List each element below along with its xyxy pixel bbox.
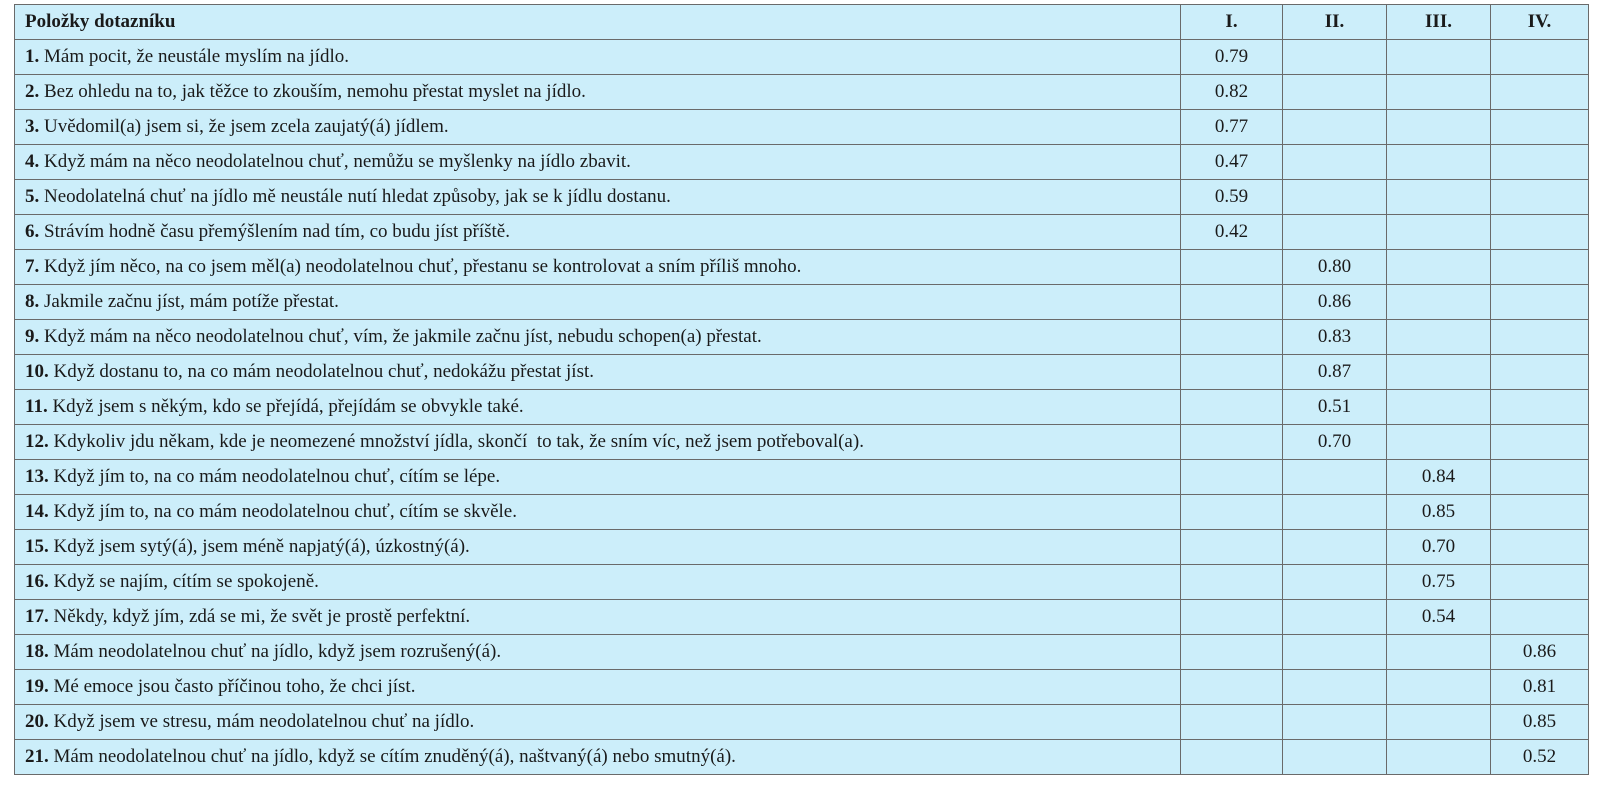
item-number: 8. <box>25 291 40 312</box>
factor-1-loading <box>1181 320 1283 355</box>
item-number: 7. <box>25 256 40 277</box>
factor-3-loading: 0.85 <box>1387 495 1491 530</box>
item-number: 15. <box>25 536 49 557</box>
item-number: 17. <box>25 606 49 627</box>
item-text: Mé emoce jsou často příčinou toho, že chci jíst. <box>53 676 416 697</box>
factor-1-loading <box>1181 565 1283 600</box>
item-number: 2. <box>25 81 40 102</box>
item-cell <box>15 530 1181 565</box>
factor-3-loading: 0.84 <box>1387 460 1491 495</box>
questionnaire-table-container <box>14 4 1588 775</box>
factor-4-loading <box>1491 110 1589 145</box>
factor-3-loading <box>1387 145 1491 180</box>
item-cell <box>15 285 1181 320</box>
item-text: Když se najím, cítím se spokojeně. <box>53 571 319 592</box>
factor-4-loading: 0.86 <box>1491 635 1589 670</box>
table-row <box>15 740 1589 775</box>
factor-4-loading <box>1491 40 1589 75</box>
header-items: Položky dotazníku <box>15 5 1181 40</box>
factor-2-loading <box>1283 670 1387 705</box>
item-text: Když jsem s někým, kdo se přejídá, přejídám se obvykle také. <box>52 396 524 417</box>
factor-4-loading <box>1491 320 1589 355</box>
item-text: Když jím to, na co mám neodolatelnou chuť, cítím se skvěle. <box>53 501 517 522</box>
factor-4-loading <box>1491 145 1589 180</box>
item-text: Když mám na něco neodolatelnou chuť, nemůžu se myšlenky na jídlo zbavit. <box>44 151 631 172</box>
factor-4-loading <box>1491 180 1589 215</box>
item-number: 10. <box>25 361 49 382</box>
factor-2-loading <box>1283 40 1387 75</box>
factor-1-loading <box>1181 530 1283 565</box>
item-cell <box>15 740 1181 775</box>
factor-2-loading <box>1283 740 1387 775</box>
item-number: 13. <box>25 466 49 487</box>
factor-3-loading <box>1387 320 1491 355</box>
factor-2-loading: 0.87 <box>1283 355 1387 390</box>
item-text: Bez ohledu na to, jak těžce to zkouším, nemohu přestat myslet na jídlo. <box>44 81 586 102</box>
factor-3-loading <box>1387 705 1491 740</box>
questionnaire-table <box>14 4 1589 775</box>
item-number: 12. <box>25 431 49 452</box>
item-number: 16. <box>25 571 49 592</box>
factor-3-loading <box>1387 285 1491 320</box>
item-cell <box>15 495 1181 530</box>
header-factor-3: III. <box>1387 5 1491 40</box>
item-cell <box>15 40 1181 75</box>
factor-1-loading: 0.59 <box>1181 180 1283 215</box>
factor-4-loading <box>1491 215 1589 250</box>
factor-3-loading <box>1387 635 1491 670</box>
factor-2-loading: 0.80 <box>1283 250 1387 285</box>
item-text: Někdy, když jím, zdá se mi, že svět je prostě perfektní. <box>53 606 471 627</box>
factor-2-loading <box>1283 705 1387 740</box>
factor-1-loading <box>1181 495 1283 530</box>
item-cell <box>15 390 1181 425</box>
factor-4-loading <box>1491 285 1589 320</box>
factor-1-loading <box>1181 285 1283 320</box>
factor-2-loading: 0.51 <box>1283 390 1387 425</box>
factor-4-loading: 0.85 <box>1491 705 1589 740</box>
header-factor-4: IV. <box>1491 5 1589 40</box>
table-row <box>15 495 1589 530</box>
factor-2-loading <box>1283 495 1387 530</box>
item-cell <box>15 425 1181 460</box>
item-text: Jakmile začnu jíst, mám potíže přestat. <box>44 291 339 312</box>
factor-1-loading <box>1181 250 1283 285</box>
table-body <box>15 40 1589 775</box>
item-cell <box>15 110 1181 145</box>
item-number: 1. <box>25 46 40 67</box>
item-number: 6. <box>25 221 40 242</box>
item-cell <box>15 215 1181 250</box>
factor-2-loading <box>1283 180 1387 215</box>
item-cell <box>15 705 1181 740</box>
factor-4-loading <box>1491 495 1589 530</box>
table-row <box>15 215 1589 250</box>
factor-3-loading: 0.70 <box>1387 530 1491 565</box>
table-row <box>15 705 1589 740</box>
factor-1-loading <box>1181 600 1283 635</box>
table-row <box>15 145 1589 180</box>
factor-2-loading <box>1283 600 1387 635</box>
factor-4-loading: 0.52 <box>1491 740 1589 775</box>
factor-2-loading <box>1283 145 1387 180</box>
factor-3-loading: 0.75 <box>1387 565 1491 600</box>
factor-2-loading <box>1283 215 1387 250</box>
factor-1-loading <box>1181 705 1283 740</box>
factor-3-loading: 0.54 <box>1387 600 1491 635</box>
item-text: Když jsem sytý(á), jsem méně napjatý(á), úzkostný(á). <box>53 536 470 557</box>
item-number: 20. <box>25 711 49 732</box>
factor-4-loading <box>1491 250 1589 285</box>
item-cell <box>15 180 1181 215</box>
factor-2-loading <box>1283 565 1387 600</box>
item-number: 4. <box>25 151 40 172</box>
table-row <box>15 425 1589 460</box>
item-cell <box>15 460 1181 495</box>
table-row <box>15 40 1589 75</box>
factor-1-loading <box>1181 390 1283 425</box>
factor-1-loading <box>1181 670 1283 705</box>
item-text: Když mám na něco neodolatelnou chuť, vím, že jakmile začnu jíst, nebudu schopen(a) přestat. <box>44 326 762 347</box>
table-row <box>15 635 1589 670</box>
item-text: Strávím hodně času přemýšlením nad tím, co budu jíst příště. <box>44 221 510 242</box>
item-text: Uvědomil(a) jsem si, že jsem zcela zaujatý(á) jídlem. <box>44 116 449 137</box>
factor-1-loading <box>1181 635 1283 670</box>
item-cell <box>15 320 1181 355</box>
factor-4-loading <box>1491 75 1589 110</box>
table-row <box>15 565 1589 600</box>
factor-2-loading: 0.83 <box>1283 320 1387 355</box>
factor-2-loading <box>1283 530 1387 565</box>
table-row <box>15 250 1589 285</box>
factor-3-loading <box>1387 40 1491 75</box>
factor-2-loading <box>1283 460 1387 495</box>
factor-4-loading <box>1491 530 1589 565</box>
factor-3-loading <box>1387 250 1491 285</box>
item-cell <box>15 635 1181 670</box>
table-row <box>15 460 1589 495</box>
factor-4-loading <box>1491 460 1589 495</box>
item-text: Mám neodolatelnou chuť na jídlo, když se cítím znuděný(á), naštvaný(á) nebo smutný(á). <box>53 746 736 767</box>
table-header-row <box>15 5 1589 40</box>
factor-3-loading <box>1387 670 1491 705</box>
factor-4-loading <box>1491 425 1589 460</box>
item-text: Když jím něco, na co jsem měl(a) neodolatelnou chuť, přestanu se kontrolovat a sním příliš mnoho. <box>44 256 802 277</box>
table-row <box>15 110 1589 145</box>
item-text: Kdykoliv jdu někam, kde je neomezené množství jídla, skončí to tak, že sním víc, než jsem potřeboval(a). <box>53 431 864 452</box>
factor-3-loading <box>1387 355 1491 390</box>
factor-3-loading <box>1387 425 1491 460</box>
header-factor-1: I. <box>1181 5 1283 40</box>
factor-3-loading <box>1387 180 1491 215</box>
table-row <box>15 600 1589 635</box>
factor-1-loading <box>1181 355 1283 390</box>
item-text: Když jsem ve stresu, mám neodolatelnou chuť na jídlo. <box>53 711 475 732</box>
item-text: Mám neodolatelnou chuť na jídlo, když jsem rozrušený(á). <box>53 641 502 662</box>
table-row <box>15 75 1589 110</box>
header-factor-2: II. <box>1283 5 1387 40</box>
factor-1-loading <box>1181 460 1283 495</box>
item-text: Když dostanu to, na co mám neodolatelnou chuť, nedokážu přestat jíst. <box>53 361 595 382</box>
item-cell <box>15 145 1181 180</box>
item-number: 18. <box>25 641 49 662</box>
item-number: 3. <box>25 116 40 137</box>
item-number: 11. <box>25 396 48 417</box>
item-number: 9. <box>25 326 40 347</box>
factor-2-loading: 0.86 <box>1283 285 1387 320</box>
factor-1-loading <box>1181 740 1283 775</box>
item-text: Neodolatelná chuť na jídlo mě neustále nutí hledat způsoby, jak se k jídlu dostanu. <box>44 186 671 207</box>
item-cell <box>15 75 1181 110</box>
factor-2-loading <box>1283 110 1387 145</box>
item-number: 5. <box>25 186 40 207</box>
item-cell <box>15 250 1181 285</box>
factor-2-loading <box>1283 75 1387 110</box>
factor-1-loading: 0.42 <box>1181 215 1283 250</box>
factor-1-loading: 0.77 <box>1181 110 1283 145</box>
factor-3-loading <box>1387 215 1491 250</box>
factor-1-loading: 0.47 <box>1181 145 1283 180</box>
table-row <box>15 180 1589 215</box>
item-number: 19. <box>25 676 49 697</box>
item-cell <box>15 600 1181 635</box>
factor-1-loading <box>1181 425 1283 460</box>
item-number: 14. <box>25 501 49 522</box>
factor-3-loading <box>1387 390 1491 425</box>
factor-3-loading <box>1387 740 1491 775</box>
item-cell <box>15 670 1181 705</box>
factor-3-loading <box>1387 75 1491 110</box>
table-row <box>15 670 1589 705</box>
item-number: 21. <box>25 746 49 767</box>
factor-4-loading <box>1491 390 1589 425</box>
item-text: Když jím to, na co mám neodolatelnou chuť, cítím se lépe. <box>53 466 501 487</box>
factor-1-loading: 0.82 <box>1181 75 1283 110</box>
factor-4-loading <box>1491 565 1589 600</box>
table-row <box>15 320 1589 355</box>
factor-4-loading: 0.81 <box>1491 670 1589 705</box>
factor-4-loading <box>1491 600 1589 635</box>
item-cell <box>15 565 1181 600</box>
table-row <box>15 285 1589 320</box>
factor-3-loading <box>1387 110 1491 145</box>
factor-2-loading <box>1283 635 1387 670</box>
item-cell <box>15 355 1181 390</box>
table-row <box>15 530 1589 565</box>
factor-4-loading <box>1491 355 1589 390</box>
table-row <box>15 355 1589 390</box>
table-row <box>15 390 1589 425</box>
factor-1-loading: 0.79 <box>1181 40 1283 75</box>
item-text: Mám pocit, že neustále myslím na jídlo. <box>44 46 349 67</box>
factor-2-loading: 0.70 <box>1283 425 1387 460</box>
